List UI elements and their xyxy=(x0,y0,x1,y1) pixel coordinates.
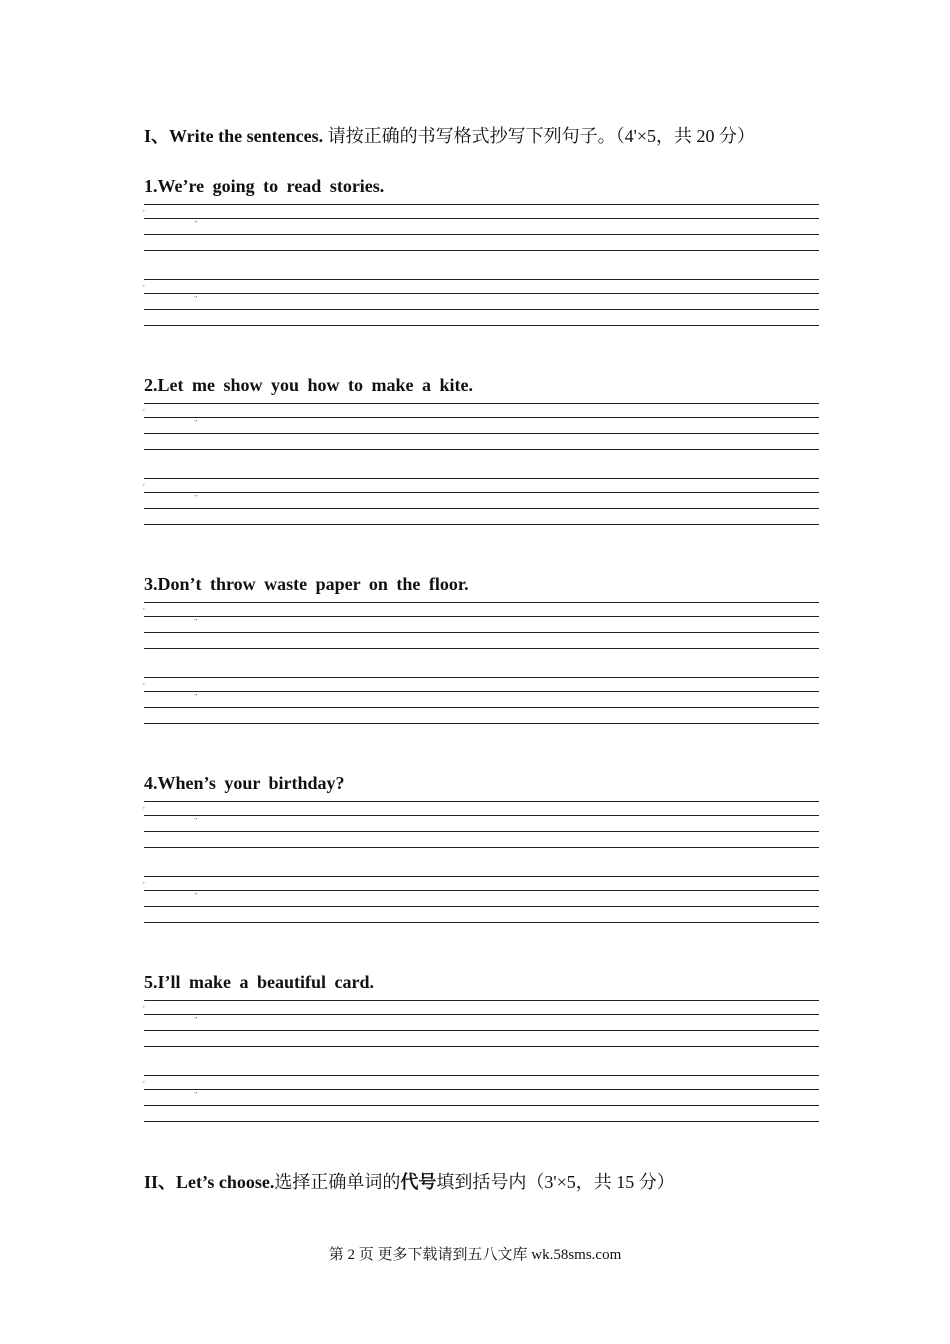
copy-item-3 xyxy=(143,573,819,697)
sentence-1: 1.We’re going to read stories. xyxy=(144,176,385,196)
sentence-3: 3.Don’t throw waste paper on the floor. xyxy=(144,574,469,594)
page-footer: 第 2 页 更多下载请到五八文库 wk.58sms.com xyxy=(328,1247,622,1263)
writing-lines-3a[interactable]: , ., xyxy=(144,602,819,650)
sentence-2: 2.Let me show you how to make a kite. xyxy=(144,375,473,395)
writing-lines-4a[interactable]: , ., xyxy=(144,801,819,849)
section-2-instructions-a: 选择正确单词的 xyxy=(274,1172,401,1192)
copy-item-4 xyxy=(143,772,819,896)
section-1-heading xyxy=(144,125,755,147)
writing-lines-1b[interactable]: , ., xyxy=(144,279,819,327)
copy-item-5 xyxy=(143,971,819,1095)
writing-lines-4b[interactable]: , ., xyxy=(144,876,819,924)
sentence-5: 5.I’ll make a beautiful card. xyxy=(144,972,374,992)
writing-lines-5b[interactable]: , ., xyxy=(144,1075,819,1123)
copy-item-2 xyxy=(143,374,819,498)
section-2-title: II、Let’s choose. xyxy=(144,1172,275,1192)
section-1-title: I、Write the sentences. xyxy=(144,126,324,146)
writing-lines-2b[interactable]: , ., xyxy=(144,478,819,526)
section-2-heading xyxy=(144,1171,675,1193)
writing-lines-5a[interactable]: , ., xyxy=(144,1000,819,1048)
writing-lines-3b[interactable]: , ., xyxy=(144,677,819,725)
section-2-instructions-b: 填到括号内（3'×5，共 15 分） xyxy=(436,1172,675,1192)
section-2-instructions-bold: 代号 xyxy=(400,1172,437,1192)
writing-lines-2a[interactable]: , ., xyxy=(144,403,819,451)
sentence-4: 4.When’s your birthday? xyxy=(144,773,345,793)
writing-lines-1a[interactable]: , ., xyxy=(144,204,819,252)
copy-item-1 xyxy=(143,175,819,299)
section-1-instructions: 请按正确的书写格式抄写下列句子。（4'×5，共 20 分） xyxy=(323,126,756,146)
